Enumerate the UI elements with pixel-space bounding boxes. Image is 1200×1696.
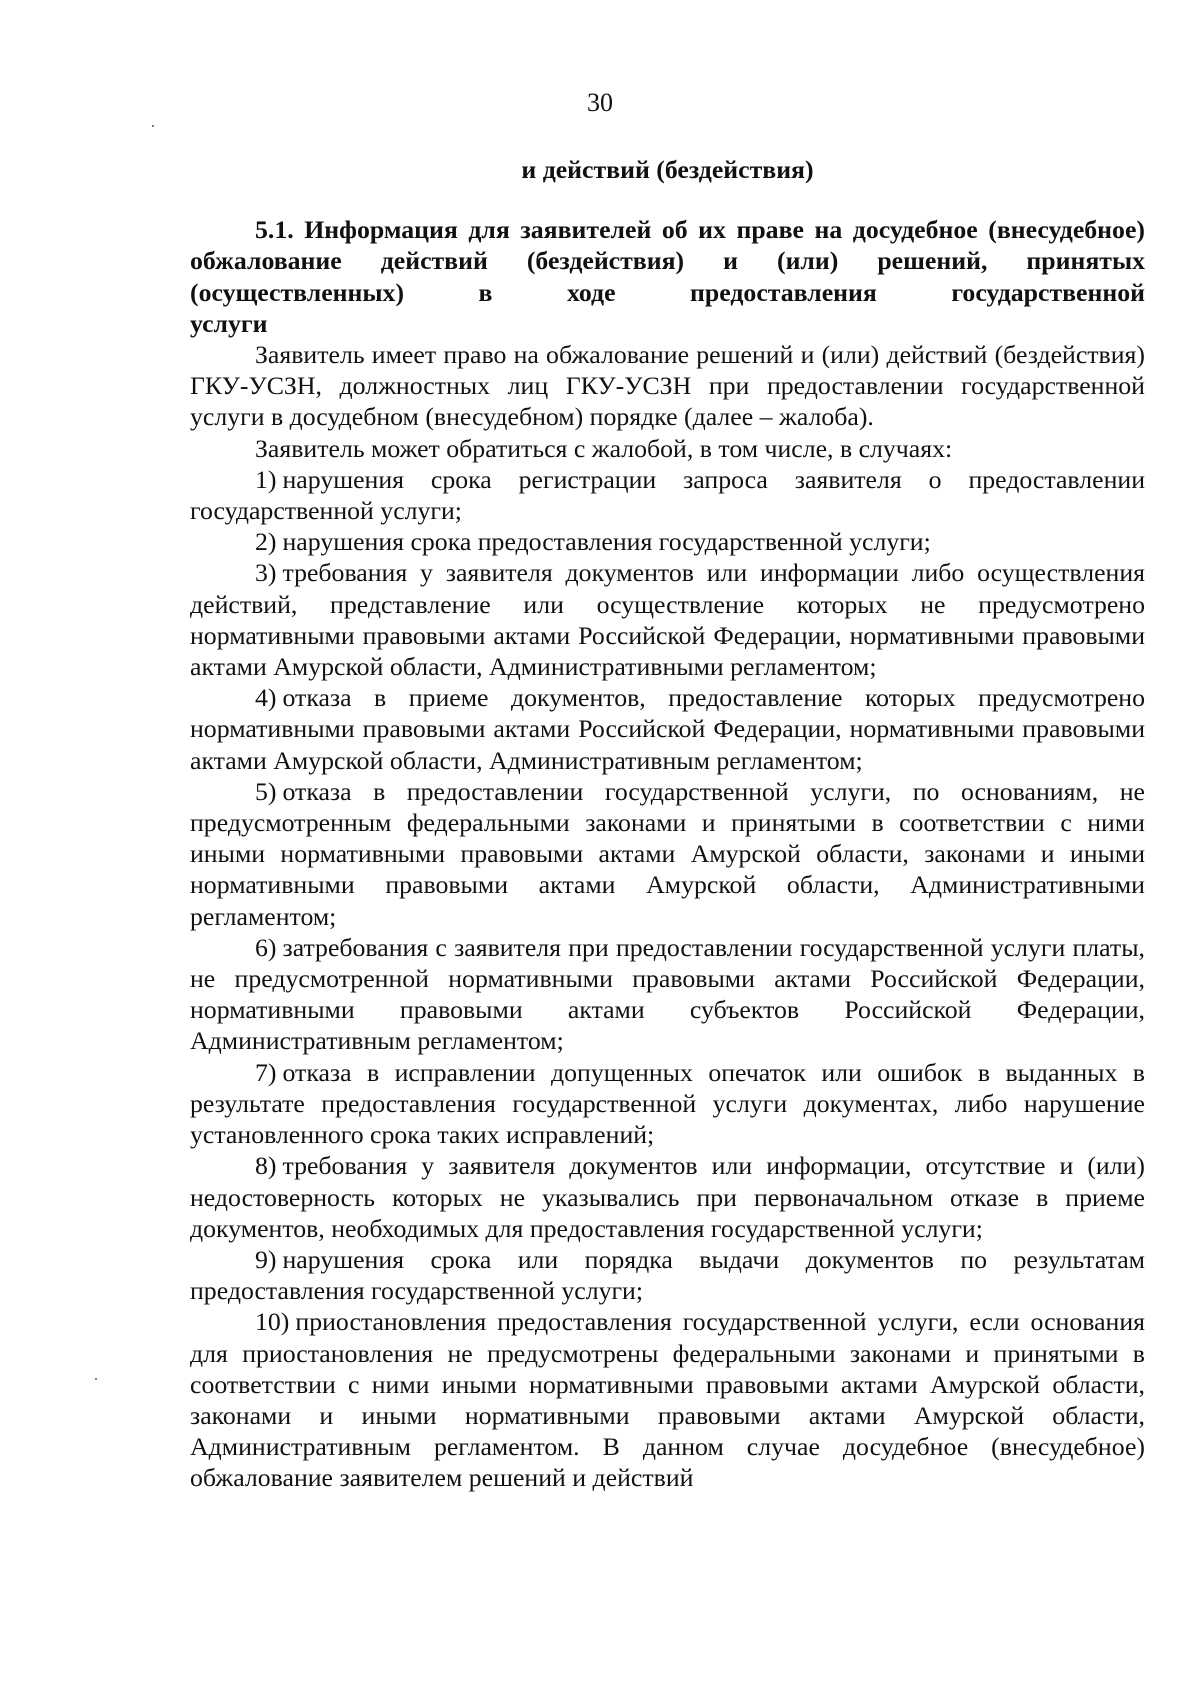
list-item-number: 3) <box>255 558 277 588</box>
list-item-number: 9) <box>255 1244 277 1274</box>
list-item <box>190 776 1145 932</box>
list-item-text: отказа в приеме документов, предоставление которых предусмотрено нормативными правовыми актами Российской Федерации, нормативными правовыми актами Амурской области, Административным регламентом; <box>190 683 1145 775</box>
section-heading-last-line: услуги <box>190 308 268 338</box>
section-heading: 5.1. Информация для заявителей об их праве на досудебное (внесудебное) обжалование действий (бездействия) и (или) решений, принятых (осуществленных) в ходе предоставления государственной <box>190 215 1145 307</box>
list-item-text: приостановления предоставления государственной услуги, если основания для приостановления не предусмотрены федеральными законами и принятыми в соответствии с ними иными нормативными правовыми актами Амурской области, законами и иными нормативными правовыми актами Амурской области, Административным регламентом. В данном случае досудебное (внесудебное) обжалование заявителем решений и действий <box>190 1307 1145 1493</box>
list-item-text: нарушения срока предоставления государственной услуги; <box>282 527 931 557</box>
list-item <box>190 682 1145 776</box>
list-item-text: отказа в исправлении допущенных опечаток или ошибок в выданных в результате предоставления государственной услуги документах, либо нарушение установленного срока таких исправлений; <box>190 1057 1145 1150</box>
intro-paragraph: Заявитель имеет право на обжалование решений и (или) действий (бездействия) ГКУ-УСЗН, должностных лиц ГКУ-УСЗН при предоставлении государственной услуги в досудебном (внесудебном) порядке (далее – жалоба). <box>190 340 1145 432</box>
document-body <box>190 154 1145 1494</box>
scan-speck <box>152 125 154 127</box>
list-item-number: 7) <box>255 1057 277 1087</box>
list-item-number: 8) <box>255 1151 277 1181</box>
list-item <box>190 1244 1145 1306</box>
list-item-text: затребования с заявителя при предоставлении государственной услуги платы, не предусмотренной нормативными правовыми актами Российской Федерации, нормативными правовыми актами субъектов Российской Федерации, Административным регламентом; <box>190 932 1145 1056</box>
list-item <box>190 557 1145 682</box>
intro-paragraph: Заявитель может обратиться с жалобой, в том числе, в случаях: <box>255 433 953 463</box>
list-item-number: 10) <box>255 1307 290 1337</box>
section-subtitle: и действий (бездействия) <box>521 155 814 184</box>
list-item-number: 6) <box>255 932 277 962</box>
list-item <box>190 1306 1145 1493</box>
list-item-text: нарушения срока регистрации запроса заявителя о предоставлении государственной услуги; <box>190 464 1145 526</box>
list-item-text: отказа в предоставлении государственной услуги, по основаниям, не предусмотренным федеральными законами и принятыми в соответствии с ними иными нормативными правовыми актами Амурской области, законами и иными нормативными правовыми актами Амурской области, Административными регламентом; <box>190 776 1145 931</box>
scan-speck <box>95 1378 97 1380</box>
list-item <box>190 526 1145 557</box>
list-item <box>190 464 1145 526</box>
list-item <box>190 1150 1145 1244</box>
list-item-number: 2) <box>255 527 277 557</box>
list-item-number: 4) <box>255 683 277 713</box>
list-item <box>190 932 1145 1057</box>
list-item-text: требования у заявителя документов или информации, отсутствие и (или) недостоверность которых не указывались при первоначальном отказе в приеме документов, необходимых для предоставления государственной услуги; <box>190 1151 1145 1243</box>
list-item-text: требования у заявителя документов или информации либо осуществления действий, представление или осуществление которых не предусмотрено нормативными правовыми актами Российской Федерации, нормативными правовыми актами Амурской области, Административными регламентом; <box>190 558 1145 682</box>
page-number: 30 <box>587 88 613 117</box>
list-item-number: 1) <box>255 464 277 494</box>
list-item-number: 5) <box>255 776 277 806</box>
list-item-text: нарушения срока или порядка выдачи документов по результатам предоставления государственной услуги; <box>190 1244 1145 1306</box>
list-item <box>190 1057 1145 1151</box>
